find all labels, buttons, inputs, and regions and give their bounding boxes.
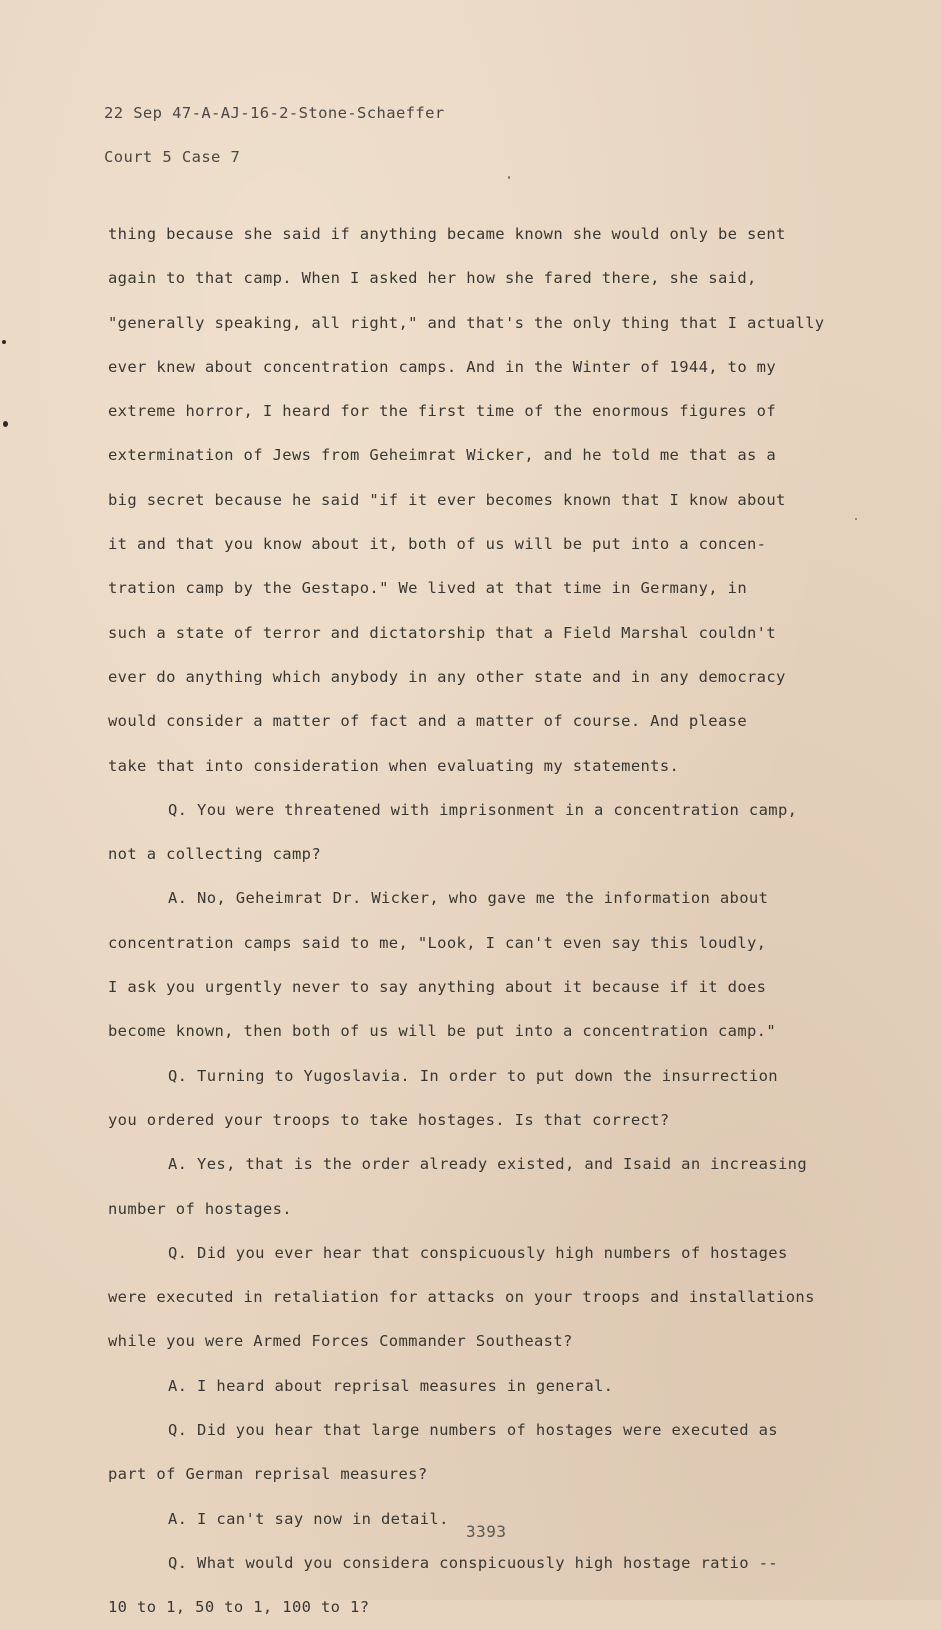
transcript-line: not a collecting camp?	[108, 845, 321, 864]
transcript-line: take that into consideration when evaluating my statements.	[108, 756, 680, 775]
answer-line: A. I can't say now in detail.	[168, 1509, 449, 1528]
transcript-line: it and that you know about it, both of us will be put into a concen-	[108, 535, 767, 554]
transcript-line: become known, then both of us will be put into a concentration camp."	[108, 1022, 777, 1041]
question-line: Q. You were threatened with imprisonment in a concentration camp,	[168, 800, 798, 819]
transcript-line: part of German reprisal measures?	[108, 1465, 428, 1484]
transcript-line: again to that camp. When I asked her how she fared there, she said,	[108, 269, 757, 288]
transcript-line: such a state of terror and dictatorship that a Field Marshal couldn't	[108, 623, 777, 642]
court-reference: Court 5 Case 7	[104, 148, 241, 166]
question-line: Q. Turning to Yugoslavia. In order to put down the insurrection	[168, 1066, 778, 1085]
transcript-line: extreme horror, I heard for the first time of the enormous figures of	[108, 402, 777, 421]
ink-speck	[855, 518, 857, 520]
transcript-line: extermination of Jews from Geheimrat Wicker, and he told me that as a	[108, 446, 777, 465]
page-number: 3393	[466, 1522, 507, 1541]
ink-speck	[3, 421, 8, 427]
question-line: Q. What would you considera conspicuously high hostage ratio --	[168, 1553, 778, 1572]
transcript-line: would consider a matter of fact and a matter of course. And please	[108, 712, 747, 731]
case-reference: 22 Sep 47-A-AJ-16-2-Stone-Schaeffer	[104, 104, 445, 122]
transcript-line: "generally speaking, all right," and that's the only thing that I actually	[108, 313, 825, 332]
answer-line: A. No, Geheimrat Dr. Wicker, who gave me the information about	[168, 889, 769, 908]
transcript-line: I ask you urgently never to say anything about it because if it does	[108, 978, 767, 997]
transcript-line: were executed in retaliation for attacks on your troops and installations	[108, 1288, 815, 1307]
ink-speck	[508, 176, 510, 179]
answer-line: A. I heard about reprisal measures in general.	[168, 1376, 614, 1395]
question-line: Q. Did you ever hear that conspicuously high numbers of hostages	[168, 1243, 788, 1262]
transcript-line: big secret because he said "if it ever becomes known that I know about	[108, 490, 786, 509]
transcript-body	[108, 212, 868, 1630]
transcript-line: thing because she said if anything became known she would only be sent	[108, 225, 786, 243]
answer-line: A. Yes, that is the order already existed, and Isaid an increasing	[168, 1155, 807, 1174]
transcript-line: you ordered your troops to take hostages. Is that correct?	[108, 1110, 670, 1129]
transcript-line: ever knew about concentration camps. And in the Winter of 1944, to my	[108, 357, 777, 376]
transcript-line: tration camp by the Gestapo." We lived at that time in Germany, in	[108, 579, 747, 598]
ink-speck	[2, 340, 6, 344]
transcript-line: while you were Armed Forces Commander Southeast?	[108, 1332, 573, 1351]
transcript-line: number of hostages.	[108, 1199, 292, 1218]
transcript-line: 10 to 1, 50 to 1, 100 to 1?	[108, 1598, 370, 1617]
question-line: Q. Did you hear that large numbers of hostages were executed as	[168, 1421, 778, 1440]
transcript-line: concentration camps said to me, "Look, I can't even say this loudly,	[108, 933, 767, 952]
transcript-line: ever do anything which anybody in any other state and in any democracy	[108, 667, 786, 686]
